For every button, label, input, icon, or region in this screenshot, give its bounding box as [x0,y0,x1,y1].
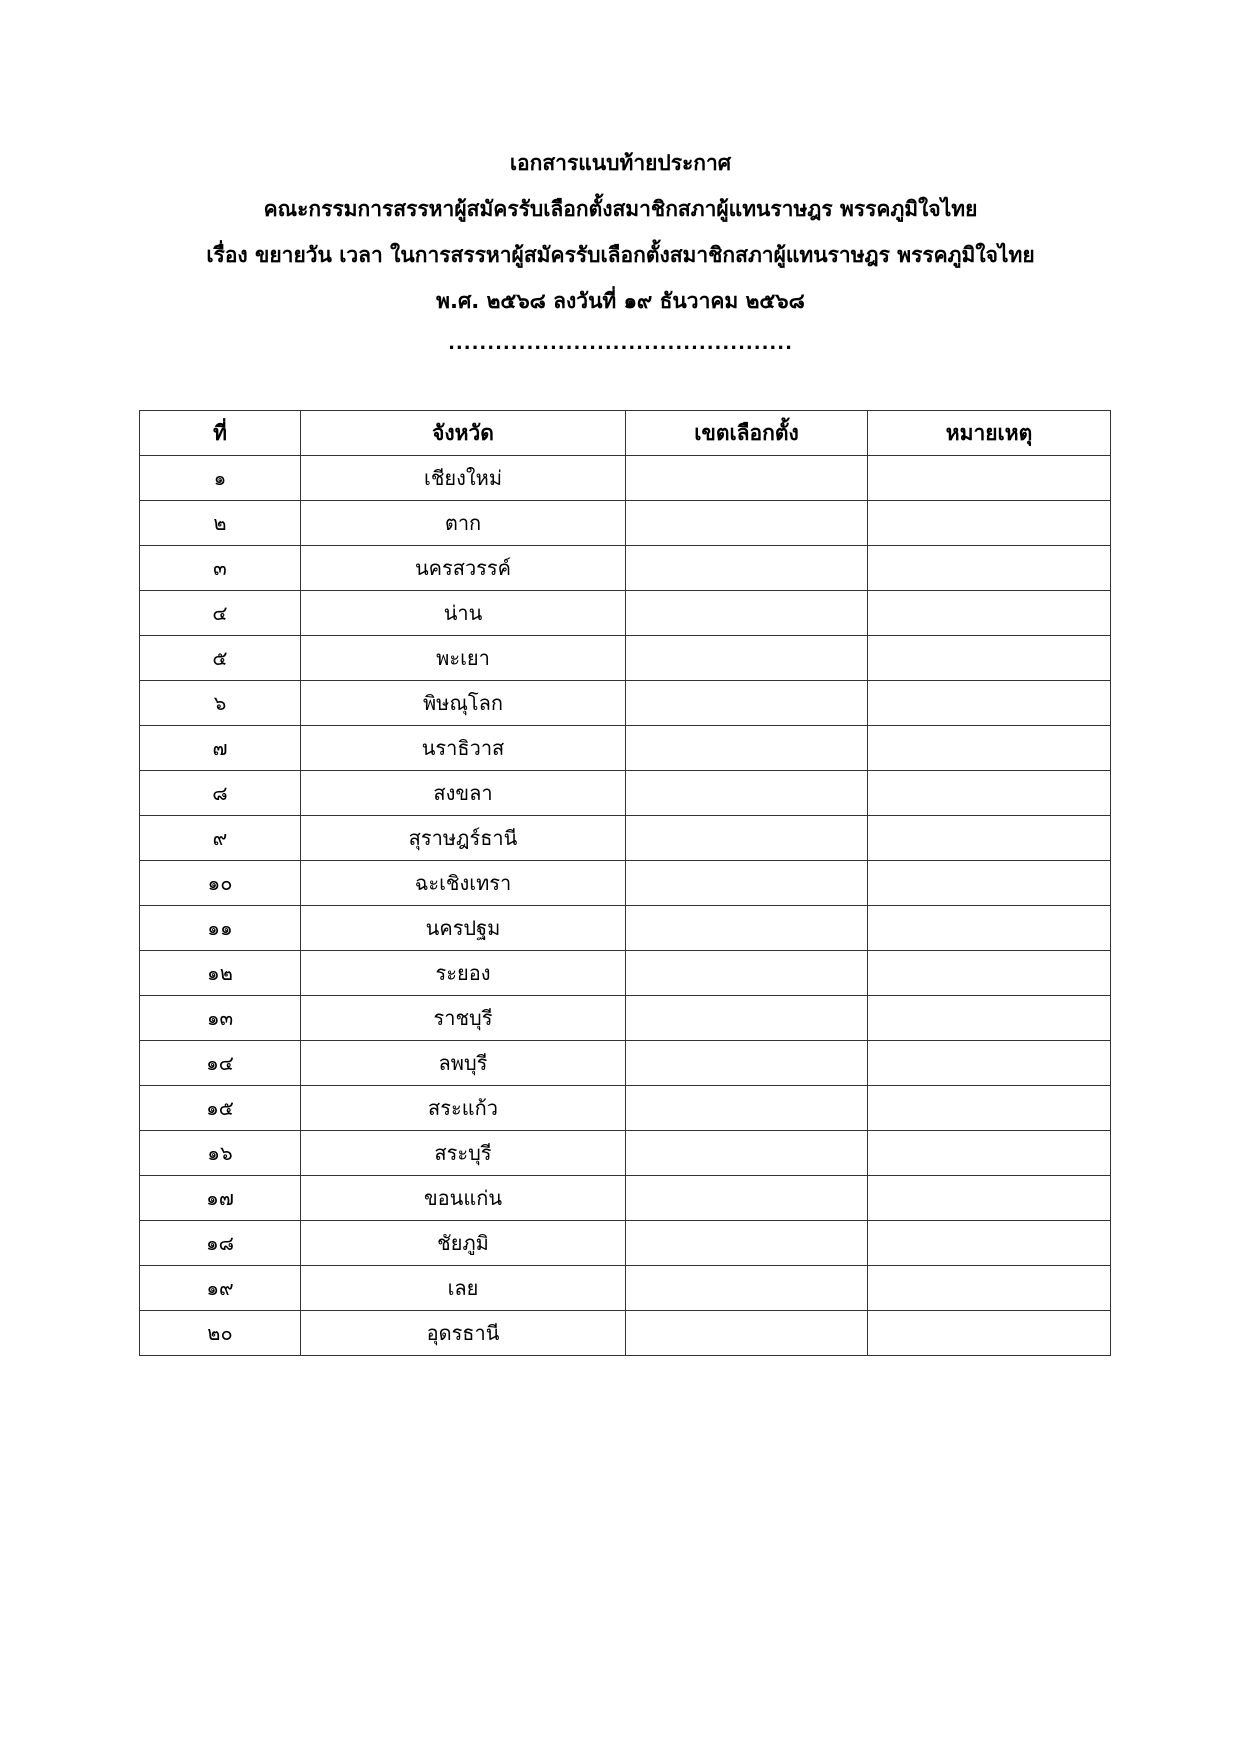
cell-province: ฉะเชิงเทรา [301,861,626,906]
table-row [140,591,1111,636]
cell-district [626,771,868,816]
table-row [140,1311,1111,1356]
cell-remark [868,1266,1111,1311]
document-header [0,140,1241,364]
table-row [140,546,1111,591]
table-row [140,1131,1111,1176]
table-header-row [140,411,1111,456]
table-body [140,456,1111,1356]
cell-no: ๑๑ [140,906,301,951]
cell-no: ๑ [140,456,301,501]
cell-remark [868,1221,1111,1266]
cell-province: สุราษฎร์ธานี [301,816,626,861]
cell-district [626,1086,868,1131]
cell-province: อุดรธานี [301,1311,626,1356]
cell-district [626,951,868,996]
cell-district [626,591,868,636]
cell-province: นราธิวาส [301,726,626,771]
cell-district [626,681,868,726]
cell-province: ลพบุรี [301,1041,626,1086]
cell-district [626,906,868,951]
cell-province: สระบุรี [301,1131,626,1176]
cell-remark [868,816,1111,861]
cell-no: ๑๖ [140,1131,301,1176]
cell-remark [868,636,1111,681]
cell-province: สงขลา [301,771,626,816]
cell-remark [868,771,1111,816]
cell-remark [868,1086,1111,1131]
cell-remark [868,591,1111,636]
cell-district [626,546,868,591]
cell-no: ๒๐ [140,1311,301,1356]
cell-no: ๑๐ [140,861,301,906]
table-row [140,456,1111,501]
header-district: เขตเลือกตั้ง [626,411,868,456]
cell-province: ขอนแก่น [301,1176,626,1221]
table-row [140,771,1111,816]
cell-district [626,816,868,861]
document-title: เอกสารแนบท้ายประกาศ [509,151,732,175]
cell-remark [868,726,1111,771]
cell-remark [868,861,1111,906]
cell-province: ระยอง [301,951,626,996]
table-row [140,861,1111,906]
table-row [140,816,1111,861]
table-row [140,996,1111,1041]
cell-province: สระแก้ว [301,1086,626,1131]
document-date: พ.ศ. ๒๕๖๘ ลงวันที่ ๑๙ ธันวาคม ๒๕๖๘ [436,289,805,313]
cell-district [626,996,868,1041]
cell-no: ๙ [140,816,301,861]
cell-no: ๔ [140,591,301,636]
table-row [140,906,1111,951]
cell-no: ๑๒ [140,951,301,996]
cell-district [626,456,868,501]
cell-no: ๑๗ [140,1176,301,1221]
cell-district [626,1266,868,1311]
cell-district [626,1311,868,1356]
cell-district [626,726,868,771]
cell-province: ตาก [301,501,626,546]
cell-district [626,501,868,546]
header-remark: หมายเหตุ [868,411,1111,456]
table-row [140,1266,1111,1311]
table-row [140,951,1111,996]
cell-province: น่าน [301,591,626,636]
cell-no: ๕ [140,636,301,681]
table-row [140,1086,1111,1131]
cell-remark [868,681,1111,726]
province-table [139,410,1111,1356]
header-province: จังหวัด [301,411,626,456]
cell-district [626,1221,868,1266]
table-row [140,1176,1111,1221]
cell-no: ๑๕ [140,1086,301,1131]
cell-no: ๖ [140,681,301,726]
cell-province: เลย [301,1266,626,1311]
cell-no: ๗ [140,726,301,771]
cell-district [626,1176,868,1221]
cell-no: ๑๔ [140,1041,301,1086]
cell-remark [868,1041,1111,1086]
cell-province: นครปฐม [301,906,626,951]
cell-remark [868,546,1111,591]
table-row [140,501,1111,546]
cell-province: นครสวรรค์ [301,546,626,591]
cell-no: ๑๓ [140,996,301,1041]
separator-dots: ............................................ [448,333,793,354]
cell-no: ๑๘ [140,1221,301,1266]
cell-no: ๓ [140,546,301,591]
table-row [140,1221,1111,1266]
cell-province: พิษณุโลก [301,681,626,726]
cell-remark [868,951,1111,996]
header-no: ที่ [140,411,301,456]
cell-district [626,861,868,906]
cell-no: ๘ [140,771,301,816]
cell-district [626,1041,868,1086]
table-row [140,636,1111,681]
table-row [140,1041,1111,1086]
cell-remark [868,456,1111,501]
table-row [140,726,1111,771]
cell-district [626,1131,868,1176]
cell-no: ๑๙ [140,1266,301,1311]
cell-province: ราชบุรี [301,996,626,1041]
cell-remark [868,906,1111,951]
cell-province: ชัยภูมิ [301,1221,626,1266]
document-subject: เรื่อง ขยายวัน เวลา ในการสรรหาผู้สมัครรับเลือกตั้งสมาชิกสภาผู้แทนราษฎร พรรคภูมิใจไทย [206,243,1035,267]
cell-remark [868,1311,1111,1356]
cell-remark [868,1176,1111,1221]
cell-remark [868,1131,1111,1176]
cell-remark [868,501,1111,546]
committee-name: คณะกรรมการสรรหาผู้สมัครรับเลือกตั้งสมาชิกสภาผู้แทนราษฎร พรรคภูมิใจไทย [263,197,978,221]
cell-no: ๒ [140,501,301,546]
cell-province: พะเยา [301,636,626,681]
cell-province: เชียงใหม่ [301,456,626,501]
table-row [140,681,1111,726]
cell-remark [868,996,1111,1041]
cell-district [626,636,868,681]
